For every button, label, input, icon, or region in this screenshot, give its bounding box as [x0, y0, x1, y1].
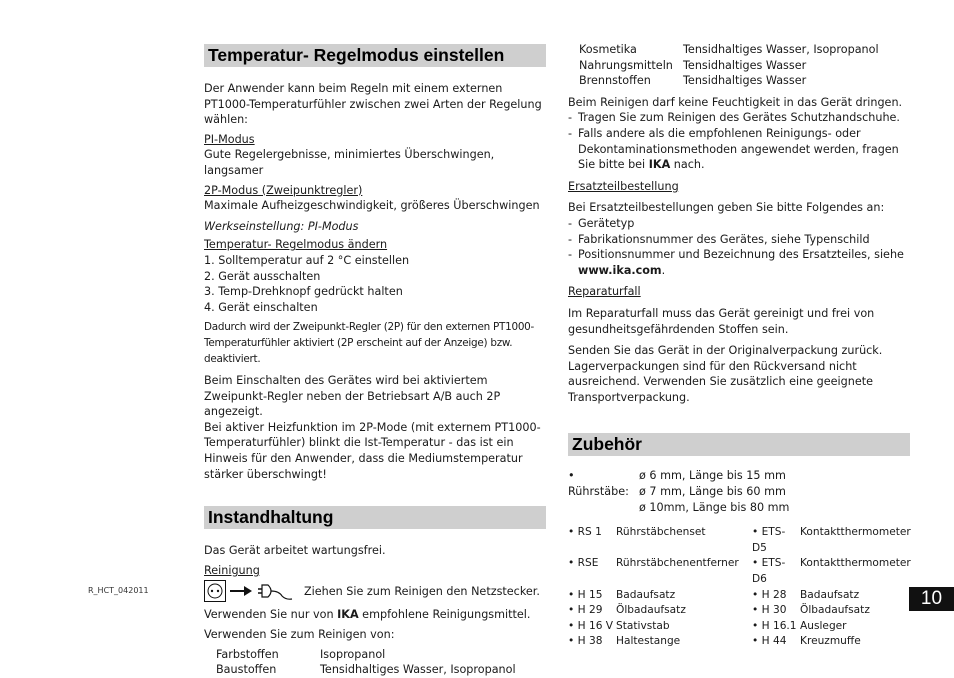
step-item: 4. Gerät einschalten	[204, 300, 318, 314]
accessory-code: • H 15	[568, 588, 603, 601]
material-name: Brennstoffen	[579, 74, 651, 88]
ika-website-link[interactable]: www.ika.com	[578, 263, 662, 277]
activated-note: Dadurch wird der Zweipunkt-Regler (2P) für den externen PT1000-Temperaturfühler aktiviert (2P erscheint auf der Anzeige) bzw. deaktiviert.	[204, 321, 535, 365]
spare-item-text: Gerätetyp	[578, 216, 635, 230]
material-row	[579, 73, 910, 89]
accessory-name: Stativstab	[616, 619, 670, 632]
glove-text: Tragen Sie zum Reinigen des Gerätes Schutzhandschuhe.	[578, 111, 900, 125]
material-name: Farbstoffen	[216, 647, 279, 661]
twop-text: Maximale Aufheizgeschwindigkeit, größeres Überschwingen	[204, 199, 540, 213]
unplug-plug-icon	[204, 580, 304, 602]
ika-brand: IKA	[648, 158, 671, 172]
spare-item: - Fabrikationsnummer des Gerätes, siehe Typenschild	[568, 232, 870, 246]
switch-on-note: Beim Einschalten des Gerätes wird bei aktiviertem Zweipunkt-Regler neben der Betriebsart A/B auch 2P angezeigt.	[204, 374, 501, 419]
material-agent: Tensidhaltiges Wasser	[683, 58, 807, 72]
spare-title: Ersatzteilbestellung	[568, 179, 679, 193]
material-agent: Tensidhaltiges Wasser	[683, 74, 807, 88]
material-name: Kosmetika	[579, 43, 637, 56]
accessory-name: Kontaktthermometer	[800, 526, 911, 539]
material-row	[216, 647, 546, 663]
accessory-name: Badaufsatz	[800, 588, 860, 601]
accessory-name: Badaufsatz	[616, 588, 676, 601]
heading-zubehoer: Zubehör	[568, 433, 910, 456]
pi-title: PI-Modus	[204, 132, 255, 146]
accessory-code: • RS 1	[568, 526, 602, 539]
other-methods-text	[578, 126, 910, 173]
accessory-code: • H 16.1	[752, 619, 797, 632]
material-name: Nahrungsmitteln	[579, 58, 673, 72]
accessories-table	[568, 525, 910, 650]
accessory-name: Ölbadaufsatz	[800, 604, 870, 617]
stirrer-sizes	[639, 468, 789, 515]
right-column	[568, 42, 910, 650]
heading-regelmodus: Temperatur- Regelmodus einstellen	[204, 44, 546, 67]
accessory-code: • ETS-D5	[752, 526, 786, 554]
materials-table-right	[568, 42, 910, 89]
accessory-code: • ETS-D6	[752, 557, 786, 586]
cleaning-title: Reinigung	[204, 563, 260, 577]
accessory-code: • H 38	[568, 635, 603, 648]
accessory-name: Kontaktthermometer	[800, 557, 911, 570]
accessory-code: • RSE	[568, 557, 599, 570]
spare-item-text	[578, 247, 910, 278]
ika-brand: IKA	[337, 608, 359, 622]
accessory-code: • H 16 V	[568, 619, 614, 632]
step-item: 2. Gerät ausschalten	[204, 269, 321, 283]
unplug-row	[204, 579, 546, 603]
shipping-text: Senden Sie das Gerät in der Originalverpackung zurück. Lagerverpackungen sind für den Rückversand nicht ausreichend. Verwenden Sie zusätzlich eine geeignete Transportverpackung.	[568, 344, 883, 404]
steps-list	[204, 253, 546, 315]
other-methods-post: nach.	[670, 158, 705, 172]
glove-item: - Tragen Sie zum Reinigen des Gerätes Schutzhandschuhe.	[568, 111, 900, 125]
spare-item: - Positionsnummer und Bezeichnung des Ersatzteiles, siehe www.ika.com.	[568, 247, 910, 278]
twop-title: 2P-Modus (Zweipunktregler)	[204, 183, 363, 197]
spare-last-post: .	[661, 263, 666, 277]
unplug-text: Ziehen Sie zum Reinigen den Netzstecker.	[304, 584, 540, 598]
materials-table-left	[204, 647, 546, 678]
step-item: 1. Solltemperatur auf 2 °C einstellen	[204, 253, 410, 267]
spare-item: - Gerätetyp	[568, 216, 635, 230]
clean-with-text: Verwenden Sie zum Reinigen von:	[204, 628, 395, 642]
maintenance-text: Das Gerät arbeitet wartungsfrei.	[204, 544, 386, 558]
page-number: 10	[909, 587, 954, 611]
heading-instandhaltung: Instandhaltung	[204, 506, 546, 529]
stirrer-size: ø 7 mm, Länge bis 60 mm	[639, 485, 786, 499]
stirrer-block	[568, 468, 910, 515]
other-methods-item: - Falls andere als die empfohlenen Reinigungs- oder Dekontaminationsmethoden angewendet werden, fragen Sie bitte bei IKA nach.	[568, 126, 910, 173]
spare-intro: Bei Ersatzteilbestellungen geben Sie bitte Folgendes an:	[568, 201, 885, 215]
material-row	[579, 42, 910, 58]
accessory-name: Kreuzmuffe	[800, 635, 861, 648]
accessory-code: • H 30	[752, 604, 787, 617]
factory-setting: Werkseinstellung: PI-Modus	[204, 219, 359, 233]
accessory-code: • H 29	[568, 604, 603, 617]
spare-item-text: Fabrikationsnummer des Gerätes, siehe Typenschild	[578, 232, 870, 246]
repair-text: Im Reparaturfall muss das Gerät gereinigt und frei von gesundheitsgefährdenden Stoffen sein.	[568, 306, 875, 336]
agents-post: empfohlene Reinigungsmittel.	[358, 608, 531, 622]
accessory-code: • H 28	[752, 588, 787, 601]
stirrer-label: • Rührstäbe:	[568, 469, 629, 499]
stirrer-size: ø 10mm, Länge bis 80 mm	[639, 500, 790, 514]
footer-code: R_HCT_042011	[88, 586, 149, 595]
intro-text: Der Anwender kann beim Regeln mit einem externen PT1000-Temperaturfühler zwischen zwei Arten der Regelung wählen:	[204, 82, 542, 127]
material-agent: Tensidhaltiges Wasser, Isopropanol	[683, 43, 879, 56]
stirrer-size: ø 6 mm, Länge bis 15 mm	[639, 469, 786, 483]
accessory-name: Ausleger	[800, 619, 847, 632]
material-row	[216, 662, 546, 678]
agents-text	[204, 607, 546, 623]
material-agent: Isopropanol	[320, 647, 386, 661]
material-agent: Tensidhaltiges Wasser, Isopropanol	[320, 663, 516, 677]
material-row	[579, 58, 910, 74]
accessory-code: • H 44	[752, 635, 787, 648]
other-methods-pre: Falls andere als die empfohlenen Reinigungs- oder Dekontaminationsmethoden angewendet werden, fragen Sie bitte bei	[578, 126, 899, 172]
step-item: 3. Temp-Drehknopf gedrückt halten	[204, 285, 403, 299]
accessory-name: Haltestange	[616, 635, 681, 648]
change-title: Temperatur- Regelmodus ändern	[204, 238, 388, 252]
agents-pre: Verwenden Sie nur von	[204, 608, 338, 622]
moisture-text: Beim Reinigen darf keine Feuchtigkeit in das Gerät dringen.	[568, 95, 903, 109]
left-column	[204, 44, 546, 678]
heating-note: Bei aktiver Heizfunktion im 2P-Mode (mit externem PT1000-Temperaturfühler) blinkt die Ist-Temperatur - das ist ein Hinweis für den Anwender, dass die Mediumstemperatur stärker überschwingt!	[204, 420, 541, 481]
spare-last-pre: Positionsnummer und Bezeichnung des Ersatzteiles, siehe	[578, 248, 904, 262]
accessory-name: Ölbadaufsatz	[616, 604, 686, 617]
material-name: Baustoffen	[216, 663, 277, 677]
pi-text: Gute Regelergebnisse, minimiertes Überschwingen, langsamer	[204, 148, 495, 177]
accessory-name: Rührstäbchenentferner	[616, 557, 739, 570]
accessory-name: Rührstäbchenset	[616, 526, 706, 539]
repair-title: Reparaturfall	[568, 285, 641, 299]
